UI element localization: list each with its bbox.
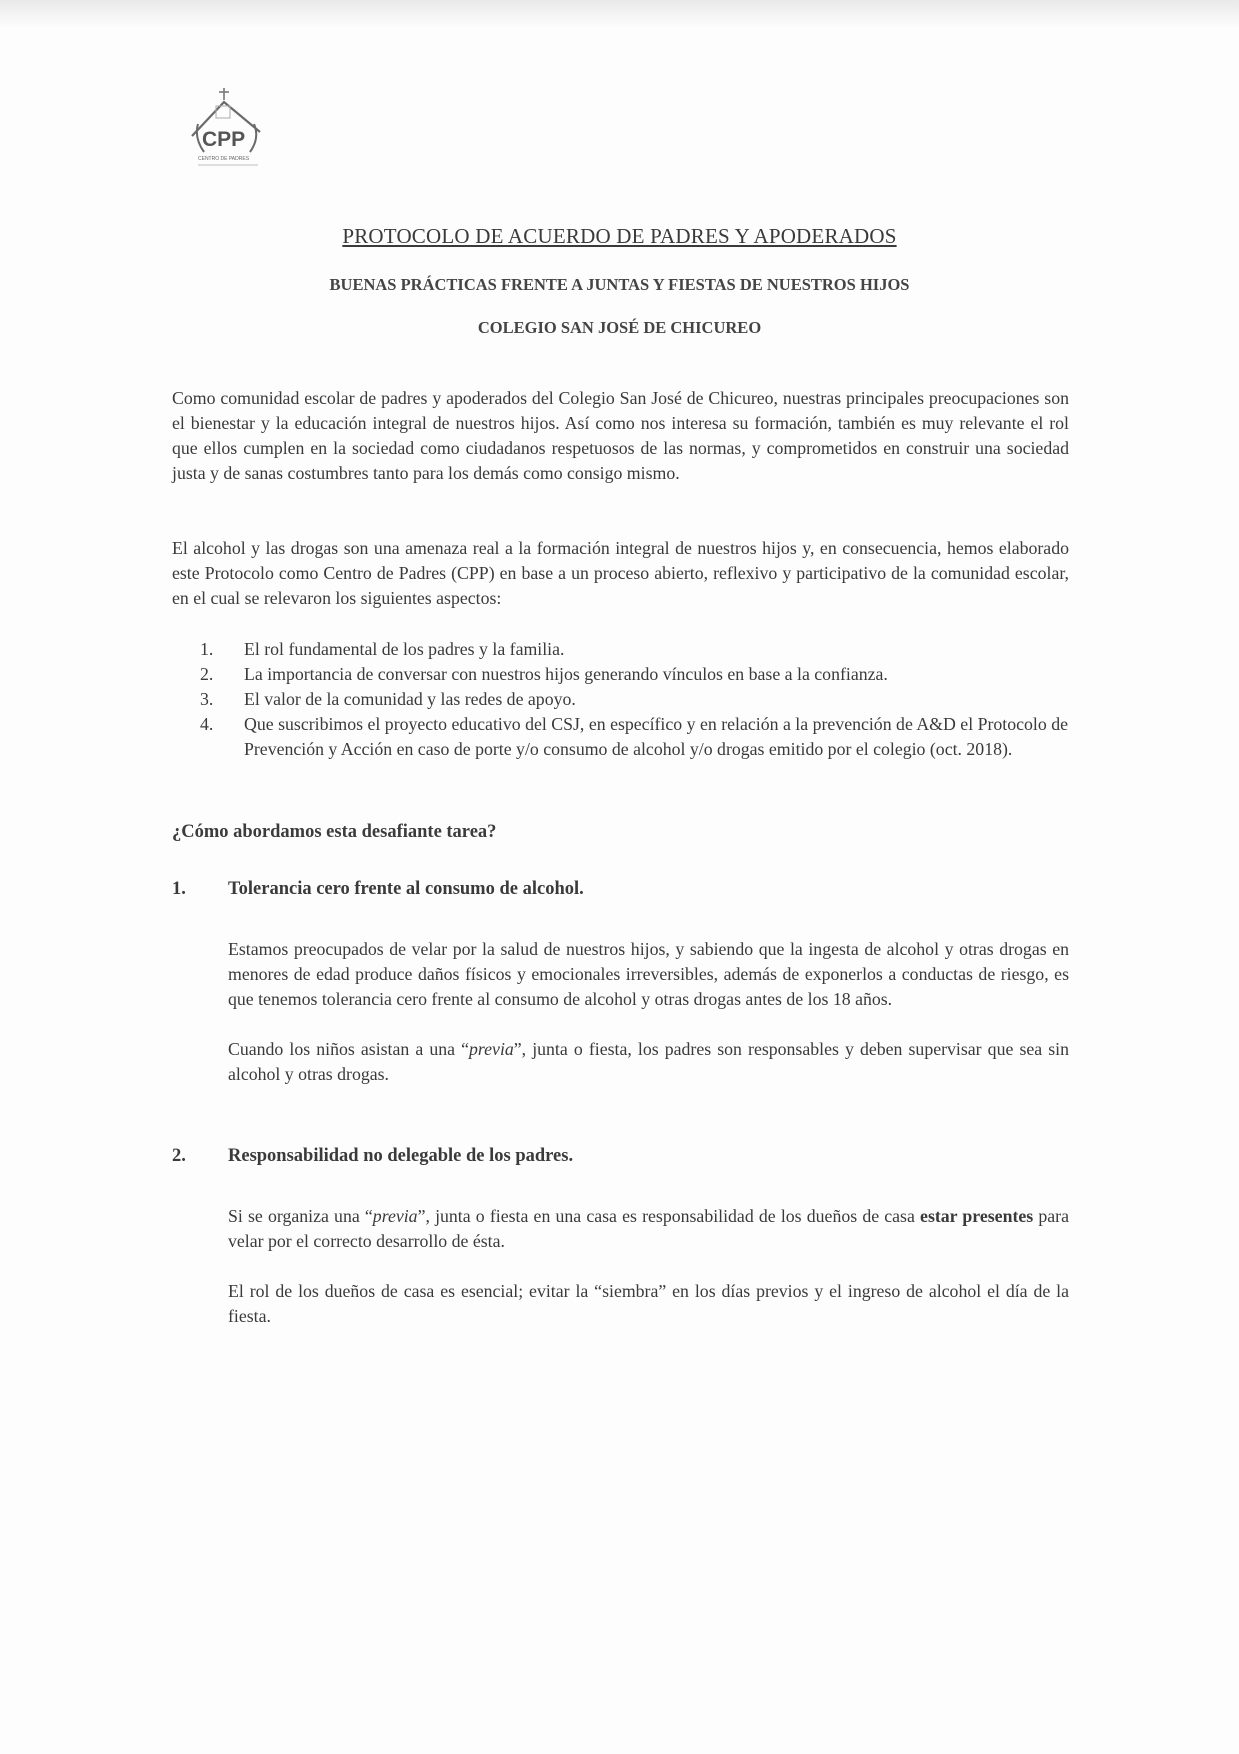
section-parent-responsibility	[172, 1146, 1069, 1354]
intro-paragraph-1: Como comunidad escolar de padres y apoderados del Colegio San José de Chicureo, nuestras principales preocupaciones son el bienestar y la educación integral de nuestros hijos. Así como nos interesa su formación, también es muy relevante el rol que ellos cumplen en la sociedad como ciudadanos respetuosos de las normas, y comprometidos en construir una sociedad justa y de sanas costumbres tanto para los demás como consigo mismo.	[172, 388, 1069, 483]
section-paragraph: El rol de los dueños de casa es esencial; evitar la “siembra” en los días previos y el ingreso de alcohol el día de la fiesta.	[228, 1281, 1069, 1326]
logo-text: CPP	[202, 128, 246, 151]
section-paragraph: Si se organiza una “previa”, junta o fiesta en una casa es responsabilidad de los dueños de casa estar presentes para velar por el correcto desarrollo de ésta.	[228, 1206, 1069, 1251]
list-item: 3. El valor de la comunidad y las redes de apoyo.	[200, 689, 576, 709]
section-number: 1.	[172, 879, 186, 899]
school-name: COLEGIO SAN JOSÉ DE CHICUREO	[477, 318, 762, 337]
section-title: Responsabilidad no delegable de los padres.	[228, 1146, 574, 1166]
list-item: 4. Que suscribimos el proyecto educativo del CSJ, en específico y en relación a la prevención de A&D el Protocolo de Prevención y Acción en caso de porte y/o consumo de alcohol y/o drogas emitido por el colegio (oct. 2018).	[200, 714, 1068, 759]
section-zero-tolerance	[172, 879, 1069, 1112]
section-number: 2.	[172, 1146, 186, 1166]
section-paragraph: Cuando los niños asistan a una “previa”, junta o fiesta, los padres son responsables y deben supervisar que sea sin alcohol y otras drogas.	[228, 1039, 1069, 1084]
section-paragraph: Estamos preocupados de velar por la salud de nuestros hijos, y sabiendo que la ingesta de alcohol y otras drogas en menores de edad produce daños físicos y emocionales irreversibles, además de exponerlos a conductas de riesgo, es que tenemos tolerancia cero frente al consumo de alcohol y otras drogas antes de los 18 años.	[228, 939, 1069, 1009]
section-question: ¿Cómo abordamos esta desafiante tarea?	[172, 822, 497, 842]
section-title: Tolerancia cero frente al consumo de alcohol.	[228, 879, 584, 899]
document-subtitle: BUENAS PRÁCTICAS FRENTE A JUNTAS Y FIESTAS DE NUESTROS HIJOS	[329, 275, 910, 294]
list-item: 2. La importancia de conversar con nuestros hijos generando vínculos en base a la confianza.	[200, 664, 888, 684]
intro-paragraph-2: El alcohol y las drogas son una amenaza real a la formación integral de nuestros hijos y, en consecuencia, hemos elaborado este Protocolo como Centro de Padres (CPP) en base a un proceso abierto, reflexivo y participativo de la comunidad escolar, en el cual se relevaron los siguientes aspectos:	[172, 538, 1069, 608]
document-title: PROTOCOLO DE ACUERDO DE PADRES Y APODERADOS	[342, 224, 897, 248]
cpp-logo	[188, 86, 284, 172]
list-item: 1. El rol fundamental de los padres y la familia.	[200, 639, 565, 659]
logo-subtext: CENTRO DE PADRES	[198, 156, 250, 162]
scan-edge	[0, 0, 1239, 28]
aspects-list	[200, 637, 1068, 762]
